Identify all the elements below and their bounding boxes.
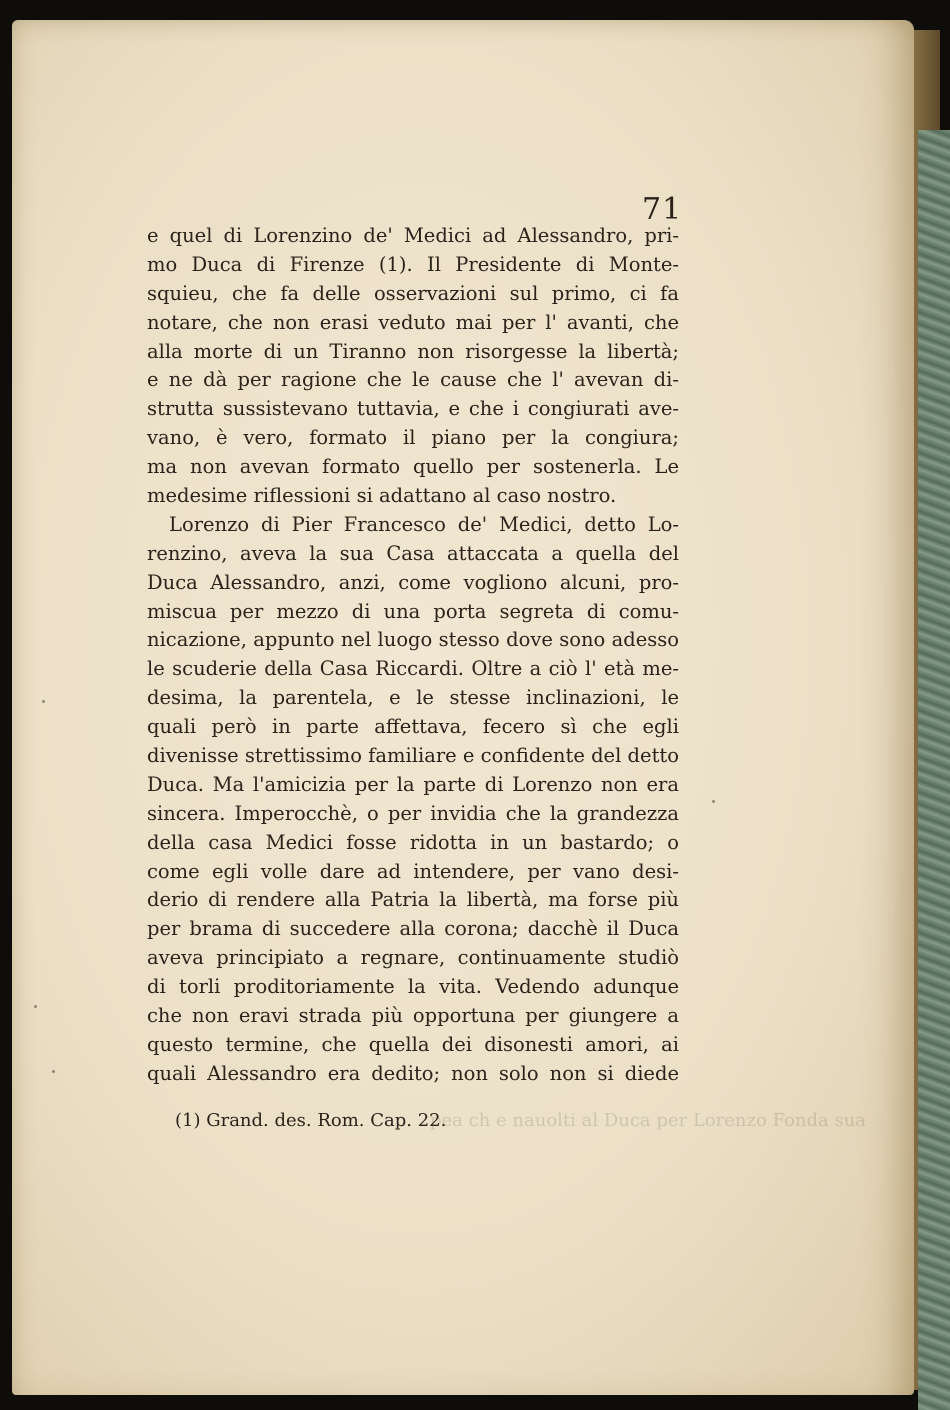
text-line: squieu, che fa delle osservazioni sul primo, ci fa <box>147 281 679 305</box>
text-line: desima, la parentela, e le stesse inclinazioni, le <box>147 686 679 710</box>
text-line: renzino, aveva la sua Casa attaccata a quella del <box>147 541 679 565</box>
text-line: Duca Alessandro, anzi, come vogliono alcuni, pro- <box>147 570 679 594</box>
text-line: che non eravi strada più opportuna per giungere a <box>147 1004 679 1028</box>
text-line: ma non avevan formato quello per sostenerla. Le <box>147 455 679 479</box>
page-number: 71 <box>642 192 683 227</box>
text-line: mo Duca di Firenze (1). Il Presidente di Monte- <box>147 252 679 276</box>
text-line: questo termine, che quella dei disonesti amori, ai <box>147 1032 679 1056</box>
marbled-edge <box>918 130 950 1410</box>
text-line: medesime riflessioni si adattano al caso nostro. <box>147 484 617 508</box>
paper-speck <box>52 1070 55 1073</box>
text-line: quali però in parte affettava, fecero sì che egli <box>147 715 679 739</box>
text-line: sincera. Imperocchè, o per invidia che la grandezza <box>147 801 679 825</box>
paper-speck <box>34 1005 37 1008</box>
text-line: notare, che non erasi veduto mai per l' avanti, che <box>147 310 679 334</box>
text-line: divenisse strettissimo familiare e confidente del detto <box>147 744 679 768</box>
footnote: (1) Grand. des. Rom. Cap. 22. <box>175 1110 447 1131</box>
paper-speck <box>712 800 715 803</box>
text-line: quali Alessandro era dedito; non solo non si diede <box>147 1061 679 1085</box>
body-text <box>147 222 679 1089</box>
bleed-through-text: pea ch e nauolti al Duca per Lorenzo Fonda sua <box>430 1110 867 1131</box>
text-line: e quel di Lorenzino de' Medici ad Alessandro, pri- <box>147 224 679 247</box>
text-line: miscua per mezzo di una porta segreta di comu- <box>147 599 679 623</box>
text-line: Lorenzo di Pier Francesco de' Medici, detto Lo- <box>169 512 679 536</box>
text-line: per brama di succedere alla corona; dacchè il Duca <box>147 917 679 941</box>
text-line: vano, è vero, formato il piano per la congiura; <box>147 426 679 450</box>
text-line: derio di rendere alla Patria la libertà, ma forse più <box>147 888 679 912</box>
text-line: della casa Medici fosse ridotta in un bastardo; o <box>147 830 679 854</box>
text-line: le scuderie della Casa Riccardi. Oltre a ciò l' età me- <box>147 657 679 681</box>
text-line: come egli volle dare ad intendere, per vano desi- <box>147 859 679 883</box>
text-line: e ne dà per ragione che le cause che l' avevan di- <box>147 368 679 392</box>
text-line: nicazione, appunto nel luogo stesso dove sono adesso <box>147 628 679 652</box>
paper-speck <box>42 700 45 703</box>
text-line: di torli proditoriamente la vita. Vedendo adunque <box>147 975 679 999</box>
text-line: aveva principiato a regnare, continuamente studiò <box>147 946 679 970</box>
text-line: Duca. Ma l'amicizia per la parte di Lorenzo non era <box>147 772 679 796</box>
text-line: strutta sussistevano tuttavia, e che i congiurati ave- <box>147 397 679 421</box>
text-line: alla morte di un Tiranno non risorgesse la libertà; <box>147 339 679 363</box>
